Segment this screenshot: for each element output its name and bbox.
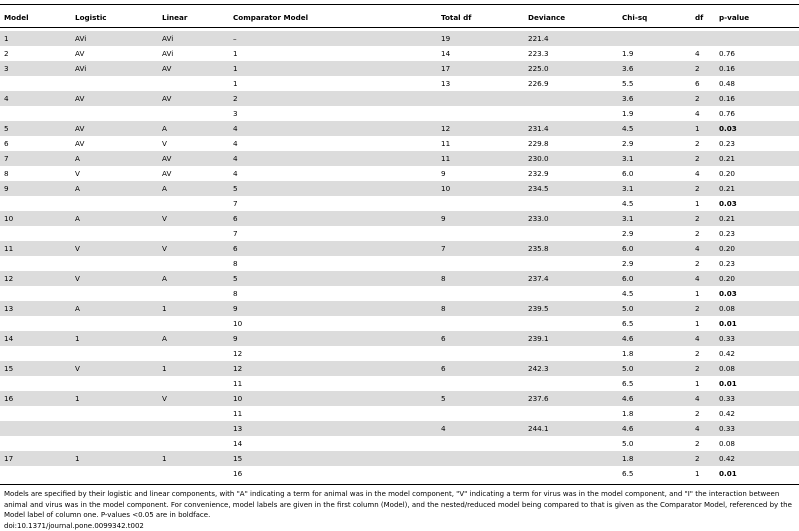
cell-chi-sq: 4.5	[622, 196, 633, 211]
cell-logistic: AV	[75, 121, 84, 136]
cell-p-value: 0.42	[719, 406, 735, 421]
cell-chi-sq: 6.0	[622, 271, 633, 286]
header-total-df: Total df	[441, 9, 471, 27]
cell-model: 1	[4, 31, 9, 46]
cell-p-value: 0.08	[719, 436, 735, 451]
cell-comparator-model: 11	[233, 406, 242, 421]
cell-df: 6	[695, 76, 700, 91]
cell-comparator-model: 16	[233, 466, 242, 481]
cell-chi-sq: 4.6	[622, 331, 633, 346]
cell-comparator-model: 8	[233, 286, 238, 301]
cell-p-value: 0.03	[719, 121, 737, 136]
cell-chi-sq: 3.1	[622, 211, 633, 226]
cell-comparator-model: 10	[233, 316, 242, 331]
table-row	[0, 346, 799, 361]
cell-comparator-model: 11	[233, 376, 242, 391]
cell-deviance: 232.9	[528, 166, 549, 181]
table-row	[0, 301, 799, 316]
cell-chi-sq: 2.9	[622, 256, 633, 271]
cell-linear: A	[162, 121, 167, 136]
table-row	[0, 31, 799, 46]
cell-deviance: 223.3	[528, 46, 549, 61]
cell-df: 2	[695, 436, 700, 451]
cell-logistic: V	[75, 361, 80, 376]
cell-total-df: 11	[441, 136, 450, 151]
cell-chi-sq: 3.6	[622, 91, 633, 106]
header-df: df	[695, 9, 703, 27]
cell-p-value: 0.33	[719, 421, 735, 436]
cell-model: 7	[4, 151, 9, 166]
bottom-rule	[0, 484, 799, 485]
cell-deviance: 225.0	[528, 61, 549, 76]
cell-chi-sq: 6.5	[622, 466, 633, 481]
cell-comparator-model: 2	[233, 91, 238, 106]
cell-total-df: 10	[441, 181, 450, 196]
cell-deviance: 229.8	[528, 136, 549, 151]
cell-model: 8	[4, 166, 9, 181]
header-rule	[0, 27, 799, 28]
cell-logistic: A	[75, 301, 80, 316]
header-model: Model	[4, 9, 29, 27]
table-row	[0, 271, 799, 286]
cell-linear: AV	[162, 61, 171, 76]
table-footnote	[4, 489, 799, 531]
table-row	[0, 211, 799, 226]
cell-df: 4	[695, 106, 700, 121]
cell-total-df: 17	[441, 61, 450, 76]
cell-deviance: 239.5	[528, 301, 549, 316]
header-p-value: p-value	[719, 9, 749, 27]
cell-logistic: A	[75, 211, 80, 226]
cell-linear: A	[162, 181, 167, 196]
table-row	[0, 466, 799, 481]
cell-p-value: 0.23	[719, 226, 735, 241]
cell-comparator-model: 10	[233, 391, 242, 406]
cell-deviance: 221.4	[528, 31, 549, 46]
header-deviance: Deviance	[528, 9, 565, 27]
cell-df: 4	[695, 271, 700, 286]
cell-p-value: 0.42	[719, 451, 735, 466]
table-row	[0, 46, 799, 61]
cell-df: 2	[695, 301, 700, 316]
cell-df: 2	[695, 226, 700, 241]
table-row	[0, 151, 799, 166]
table-row	[0, 76, 799, 91]
cell-comparator-model: 7	[233, 196, 238, 211]
cell-df: 2	[695, 451, 700, 466]
cell-model: 15	[4, 361, 13, 376]
cell-comparator-model: 7	[233, 226, 238, 241]
cell-chi-sq: 1.8	[622, 451, 633, 466]
cell-comparator-model: 15	[233, 451, 242, 466]
table-row	[0, 376, 799, 391]
cell-df: 2	[695, 361, 700, 376]
cell-linear: AVi	[162, 46, 173, 61]
cell-df: 1	[695, 196, 700, 211]
cell-comparator-model: –	[233, 31, 237, 46]
table-row	[0, 391, 799, 406]
cell-comparator-model: 4	[233, 151, 238, 166]
cell-p-value: 0.76	[719, 106, 735, 121]
cell-p-value: 0.23	[719, 256, 735, 271]
cell-df: 1	[695, 121, 700, 136]
cell-chi-sq: 4.6	[622, 391, 633, 406]
cell-p-value: 0.03	[719, 286, 737, 301]
cell-logistic: AV	[75, 136, 84, 151]
cell-p-value: 0.08	[719, 361, 735, 376]
cell-df: 2	[695, 346, 700, 361]
cell-deviance: 231.4	[528, 121, 549, 136]
cell-linear: V	[162, 241, 167, 256]
cell-deviance: 239.1	[528, 331, 549, 346]
table-row	[0, 121, 799, 136]
cell-logistic: AV	[75, 91, 84, 106]
cell-chi-sq: 4.5	[622, 121, 633, 136]
cell-total-df: 12	[441, 121, 450, 136]
cell-p-value: 0.33	[719, 391, 735, 406]
cell-deviance: 237.4	[528, 271, 549, 286]
cell-total-df: 8	[441, 271, 446, 286]
cell-total-df: 8	[441, 301, 446, 316]
cell-comparator-model: 9	[233, 301, 238, 316]
header-logistic: Logistic	[75, 9, 107, 27]
cell-comparator-model: 9	[233, 331, 238, 346]
cell-p-value: 0.21	[719, 211, 735, 226]
footnote-text: Models are specified by their logistic and linear components, with "A" indicating a term for animal was in the model component, "V" indicating a term for virus was in the model component, and "I" the interaction between animal and virus was in the model component. For convenience, model labels are given in the first column (Model), and the nested/reduced model being compared to that is given as the Comparator Model, referenced by the Model label of column one. P-values <0.05 are in boldface.	[4, 489, 799, 521]
cell-logistic: AVi	[75, 31, 86, 46]
cell-linear: 1	[162, 361, 167, 376]
cell-model: 6	[4, 136, 9, 151]
cell-p-value: 0.01	[719, 376, 737, 391]
cell-model: 17	[4, 451, 13, 466]
cell-df: 1	[695, 286, 700, 301]
cell-model: 9	[4, 181, 9, 196]
cell-df: 4	[695, 391, 700, 406]
cell-chi-sq: 1.9	[622, 46, 633, 61]
cell-comparator-model: 3	[233, 106, 238, 121]
cell-logistic: 1	[75, 331, 80, 346]
cell-df: 2	[695, 151, 700, 166]
table-row	[0, 256, 799, 271]
cell-chi-sq: 3.1	[622, 181, 633, 196]
cell-df: 4	[695, 241, 700, 256]
cell-p-value: 0.21	[719, 181, 735, 196]
cell-chi-sq: 2.9	[622, 226, 633, 241]
cell-p-value: 0.03	[719, 196, 737, 211]
cell-total-df: 9	[441, 166, 446, 181]
cell-linear: 1	[162, 451, 167, 466]
table-body	[0, 31, 799, 481]
cell-chi-sq: 4.6	[622, 421, 633, 436]
cell-linear: AV	[162, 151, 171, 166]
cell-model: 14	[4, 331, 13, 346]
header-chi-sq: Chi-sq	[622, 9, 647, 27]
cell-df: 2	[695, 61, 700, 76]
cell-comparator-model: 12	[233, 346, 242, 361]
footnote-doi: doi:10.1371/journal.pone.0099342.t002	[4, 521, 799, 531]
cell-comparator-model: 5	[233, 271, 238, 286]
cell-df: 2	[695, 211, 700, 226]
cell-total-df: 11	[441, 151, 450, 166]
cell-logistic: AV	[75, 46, 84, 61]
cell-logistic: A	[75, 151, 80, 166]
cell-model: 16	[4, 391, 13, 406]
table-row	[0, 166, 799, 181]
table-row	[0, 436, 799, 451]
table-row	[0, 241, 799, 256]
cell-df: 2	[695, 91, 700, 106]
cell-total-df: 5	[441, 391, 446, 406]
cell-model: 11	[4, 241, 13, 256]
cell-df: 2	[695, 406, 700, 421]
cell-p-value: 0.01	[719, 316, 737, 331]
cell-model: 12	[4, 271, 13, 286]
cell-total-df: 14	[441, 46, 450, 61]
cell-total-df: 19	[441, 31, 450, 46]
cell-df: 1	[695, 316, 700, 331]
cell-p-value: 0.76	[719, 46, 735, 61]
cell-df: 2	[695, 181, 700, 196]
table-row	[0, 181, 799, 196]
cell-total-df: 6	[441, 331, 446, 346]
cell-chi-sq: 5.0	[622, 301, 633, 316]
cell-p-value: 0.20	[719, 241, 735, 256]
cell-p-value: 0.01	[719, 466, 737, 481]
table-row	[0, 61, 799, 76]
cell-linear: 1	[162, 301, 167, 316]
cell-total-df: 9	[441, 211, 446, 226]
table-row	[0, 406, 799, 421]
cell-p-value: 0.42	[719, 346, 735, 361]
cell-deviance: 230.0	[528, 151, 549, 166]
cell-comparator-model: 1	[233, 46, 238, 61]
cell-p-value: 0.48	[719, 76, 735, 91]
cell-deviance: 233.0	[528, 211, 549, 226]
cell-comparator-model: 4	[233, 121, 238, 136]
cell-comparator-model: 6	[233, 241, 238, 256]
cell-chi-sq: 2.9	[622, 136, 633, 151]
cell-deviance: 226.9	[528, 76, 549, 91]
cell-logistic: V	[75, 271, 80, 286]
cell-logistic: A	[75, 181, 80, 196]
cell-deviance: 244.1	[528, 421, 549, 436]
cell-total-df: 13	[441, 76, 450, 91]
cell-model: 13	[4, 301, 13, 316]
cell-comparator-model: 13	[233, 421, 242, 436]
cell-df: 4	[695, 46, 700, 61]
cell-linear: V	[162, 211, 167, 226]
cell-comparator-model: 5	[233, 181, 238, 196]
cell-linear: A	[162, 271, 167, 286]
cell-deviance: 237.6	[528, 391, 549, 406]
cell-linear: AV	[162, 166, 171, 181]
cell-df: 2	[695, 136, 700, 151]
cell-comparator-model: 8	[233, 256, 238, 271]
table-row	[0, 136, 799, 151]
table-row	[0, 421, 799, 436]
cell-total-df: 7	[441, 241, 446, 256]
cell-p-value: 0.08	[719, 301, 735, 316]
cell-comparator-model: 12	[233, 361, 242, 376]
cell-chi-sq: 1.8	[622, 406, 633, 421]
cell-chi-sq: 6.5	[622, 316, 633, 331]
header-comparator-model: Comparator Model	[233, 9, 308, 27]
cell-df: 2	[695, 256, 700, 271]
cell-chi-sq: 1.8	[622, 346, 633, 361]
cell-total-df: 4	[441, 421, 446, 436]
cell-logistic: 1	[75, 451, 80, 466]
table-row	[0, 91, 799, 106]
cell-df: 4	[695, 166, 700, 181]
cell-chi-sq: 3.6	[622, 61, 633, 76]
cell-p-value: 0.16	[719, 91, 735, 106]
cell-comparator-model: 1	[233, 61, 238, 76]
cell-p-value: 0.20	[719, 166, 735, 181]
cell-df: 4	[695, 421, 700, 436]
cell-chi-sq: 6.0	[622, 166, 633, 181]
table-row	[0, 286, 799, 301]
top-rule	[0, 4, 799, 5]
cell-chi-sq: 4.5	[622, 286, 633, 301]
table-row	[0, 316, 799, 331]
cell-comparator-model: 6	[233, 211, 238, 226]
cell-model: 3	[4, 61, 9, 76]
cell-df: 1	[695, 466, 700, 481]
table-row	[0, 196, 799, 211]
cell-logistic: V	[75, 241, 80, 256]
cell-chi-sq: 5.0	[622, 436, 633, 451]
cell-comparator-model: 4	[233, 136, 238, 151]
cell-logistic: V	[75, 166, 80, 181]
cell-linear: V	[162, 136, 167, 151]
cell-chi-sq: 3.1	[622, 151, 633, 166]
cell-chi-sq: 5.5	[622, 76, 633, 91]
cell-deviance: 234.5	[528, 181, 549, 196]
cell-p-value: 0.33	[719, 331, 735, 346]
cell-model: 2	[4, 46, 9, 61]
cell-comparator-model: 14	[233, 436, 242, 451]
cell-model: 5	[4, 121, 9, 136]
table-row	[0, 451, 799, 466]
cell-total-df: 6	[441, 361, 446, 376]
cell-p-value: 0.16	[719, 61, 735, 76]
cell-chi-sq: 6.5	[622, 376, 633, 391]
table-row	[0, 226, 799, 241]
cell-logistic: AVi	[75, 61, 86, 76]
cell-model: 4	[4, 91, 9, 106]
cell-p-value: 0.21	[719, 151, 735, 166]
cell-chi-sq: 5.0	[622, 361, 633, 376]
cell-chi-sq: 1.9	[622, 106, 633, 121]
cell-linear: AVi	[162, 31, 173, 46]
cell-logistic: 1	[75, 391, 80, 406]
cell-linear: A	[162, 331, 167, 346]
cell-comparator-model: 4	[233, 166, 238, 181]
cell-model: 10	[4, 211, 13, 226]
cell-p-value: 0.20	[719, 271, 735, 286]
cell-comparator-model: 1	[233, 76, 238, 91]
cell-df: 4	[695, 331, 700, 346]
header-linear: Linear	[162, 9, 187, 27]
table-row	[0, 331, 799, 346]
cell-p-value: 0.23	[719, 136, 735, 151]
table-row	[0, 106, 799, 121]
cell-df: 1	[695, 376, 700, 391]
cell-deviance: 242.3	[528, 361, 549, 376]
cell-linear: AV	[162, 91, 171, 106]
cell-chi-sq: 6.0	[622, 241, 633, 256]
table-row	[0, 361, 799, 376]
cell-linear: V	[162, 391, 167, 406]
cell-deviance: 235.8	[528, 241, 549, 256]
